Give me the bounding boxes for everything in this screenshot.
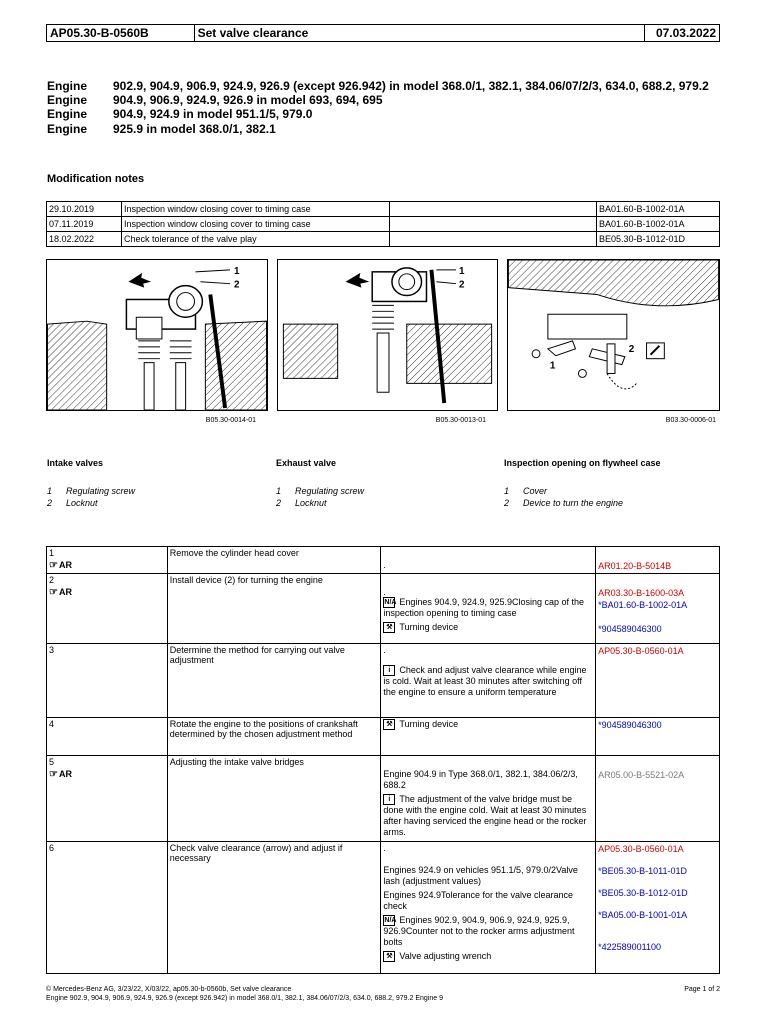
step-text: Determine the method for carrying out valve adjustment bbox=[167, 644, 381, 718]
n-slash-a-icon: N/A bbox=[384, 917, 397, 925]
table-row: 18.02.2022 Check tolerance of the valve play BE05.30-B-1012-01D bbox=[47, 232, 720, 247]
reference-link[interactable]: AR03.30-B-1600-03A bbox=[598, 588, 685, 598]
step-text: Check valve clearance (arrow) and adjust if necessary bbox=[167, 842, 381, 974]
modification-notes-title: Modification notes bbox=[47, 173, 145, 185]
reference-link[interactable]: AR01.20-B-5014B bbox=[598, 561, 672, 571]
step-number: 3 bbox=[49, 645, 55, 655]
legend-item: 2 Locknut bbox=[47, 498, 98, 508]
engine-row: Engine 902.9, 904.9, 906.9, 924.9, 926.9 (except 926.942) in model 368.0/1, 382.1, 384.06/07/2/3, 634.0, 688.2, 979.2 bbox=[47, 79, 709, 93]
table-row: 07.11.2019 Inspection window closing cover to timing case BA01.60-B-1002-01A bbox=[47, 217, 720, 232]
legend-item: 1 Cover bbox=[504, 486, 548, 496]
table-row: 2 ☞AR Install device (2) for turning the engine . N/A Engines 904.9, 924.9, 925.9Closing cap of the inspection opening to timing case ⚒ Turning device AR03.30-B-1600-03A *BA01.60-B-1002-01A *904589046300 bbox=[47, 574, 720, 644]
wrench-icon bbox=[647, 343, 665, 359]
legend-item: 1 Regulating screw bbox=[47, 486, 136, 496]
document-header bbox=[46, 24, 720, 42]
pointing-hand-icon: ☞ bbox=[49, 560, 58, 571]
engine-list bbox=[47, 79, 709, 136]
step-number: 2 bbox=[49, 575, 55, 585]
legend-item: 2 Locknut bbox=[276, 498, 327, 508]
engine-row: Engine 904.9, 924.9 in model 951.1/5, 979.0 bbox=[47, 107, 313, 121]
footer-copyright: © Mercedes-Benz AG, 3/23/22, X/03/22, ap05.30-b-0560b, Set valve clearance bbox=[46, 986, 292, 993]
reference-link[interactable]: AP05.30-B-0560-01A bbox=[598, 844, 684, 854]
callout-2: 2 bbox=[233, 279, 240, 291]
inspection-opening-figure bbox=[507, 259, 720, 411]
pointing-hand-icon: ☞ bbox=[49, 769, 58, 780]
wrench-icon: ⚒ bbox=[383, 622, 395, 633]
exhaust-valve-legend: Exhaust valve 1 Regulating screw 2 Locknut bbox=[276, 458, 496, 509]
modification-notes-table bbox=[46, 201, 720, 247]
callout-1: 1 bbox=[459, 265, 465, 277]
reference-link[interactable]: AP05.30-B-0560-01A bbox=[598, 646, 684, 656]
engine-row: Engine 925.9 in model 368.0/1, 382.1 bbox=[47, 122, 276, 136]
callout-1: 1 bbox=[549, 360, 556, 372]
step-number: 4 bbox=[49, 719, 55, 729]
reference-link[interactable]: *904589046300 bbox=[598, 720, 662, 730]
reference-link[interactable]: AR05.00-B-5521-02A bbox=[598, 770, 685, 780]
work-steps-table bbox=[46, 546, 720, 974]
page-footer bbox=[46, 985, 720, 1003]
inspection-opening-legend: Inspection opening on flywheel case 1 Cover 2 Device to turn the engine bbox=[504, 458, 724, 509]
document-date: 07.03.2022 bbox=[655, 26, 716, 40]
info-icon: i bbox=[383, 665, 395, 676]
table-row: 3 Determine the method for carrying out valve adjustment . i Check and adjust valve clearance while engine is cold. Wait at least 30 minutes after switching off the engine to ensure a uniform temperature AP05.30-B-0560-01A bbox=[47, 644, 720, 718]
callout-2: 2 bbox=[459, 279, 465, 291]
reference-link[interactable]: *904589046300 bbox=[598, 624, 662, 634]
step-number: 6 bbox=[49, 843, 55, 853]
figure-code: B05.30-0013-01 bbox=[435, 417, 486, 424]
page-number: Page 1 of 2 bbox=[684, 986, 720, 993]
footer-applicability: Engine 902.9, 904.9, 906.9, 924.9, 926.9 (except 926.942) in model 368.0/1, 382.1, 384.06/07/2/3, 634.0, 688.2, 979.2 Engine 9 bbox=[46, 995, 443, 1002]
step-number: 5 bbox=[49, 757, 55, 767]
reference-link[interactable]: *BE05.30-B-1011-01D bbox=[598, 866, 687, 876]
legend-item: 1 Regulating screw bbox=[276, 486, 365, 496]
info-icon: i bbox=[383, 794, 395, 805]
step-text: Remove the cylinder head cover bbox=[167, 547, 381, 574]
engine-row: Engine 904.9, 906.9, 924.9, 926.9 in model 693, 694, 695 bbox=[47, 93, 383, 107]
reference-link[interactable]: *BA01.60-B-1002-01A bbox=[598, 600, 688, 610]
exhaust-valve-drawing bbox=[278, 260, 497, 410]
table-row: 29.10.2019 Inspection window closing cover to timing case BA01.60-B-1002-01A bbox=[47, 202, 720, 217]
step-number: 1 bbox=[49, 548, 55, 558]
reference-link[interactable]: *422589001100 bbox=[598, 942, 661, 952]
document-code: AP05.30-B-0560B bbox=[47, 25, 195, 41]
reference-link[interactable]: *BA05.00-B-1001-01A bbox=[598, 910, 688, 920]
table-row: 4 Rotate the engine to the positions of crankshaft determined by the chosen adjustment method ⚒ Turning device *904589046300 bbox=[47, 718, 720, 756]
exhaust-valve-figure bbox=[277, 259, 498, 411]
table-row: 6 Check valve clearance (arrow) and adjust if necessary . Engines 924.9 on vehicles 951.1/5, 979.0/2Valve lash (adjustment values) Engines 924.9Tolerance for the valve clearance check N/A Engines 902.9, 904.9, 906.9, 924.9, 925.9, 926.9Counter not to the rocker arms adjustment bolts ⚒ Valve adjusting wrench AP05.30-B-0560-01A *BE05.30-B-1011-01D *BE05.30-B-1012-01D *BA05.00-B-1001-01A *422589001100 bbox=[47, 842, 720, 974]
wrench-icon: ⚒ bbox=[383, 719, 395, 730]
legend-item: 2 Device to turn the engine bbox=[504, 498, 624, 508]
table-row: 5 ☞AR Adjusting the intake valve bridges Engine 904.9 in Type 368.0/1, 382.1, 384.06/2/3, 688.2 i The adjustment of the valve bridge must be done with the engine cold. Wait at least 30 minutes after having serviced the engine head or the rocker arms. AR05.00-B-5521-02A bbox=[47, 756, 720, 842]
intake-valves-legend: Intake valves 1 Regulating screw 2 Locknut bbox=[47, 458, 267, 509]
document-title: Set valve clearance bbox=[195, 25, 646, 41]
step-text: Install device (2) for turning the engine bbox=[167, 574, 381, 644]
reference-link[interactable]: BA01.60-B-1002-01A bbox=[597, 217, 720, 232]
wrench-icon: ⚒ bbox=[383, 951, 395, 962]
reference-link[interactable]: BE05.30-B-1012-01D bbox=[597, 232, 720, 247]
intake-valve-drawing bbox=[47, 260, 267, 410]
step-text: Adjusting the intake valve bridges bbox=[167, 756, 381, 842]
callout-1: 1 bbox=[233, 265, 240, 277]
callout-2: 2 bbox=[628, 343, 635, 355]
pointing-hand-icon: ☞ bbox=[49, 587, 58, 598]
figure-code: B05.30-0014-01 bbox=[205, 417, 256, 424]
reference-link[interactable]: BA01.60-B-1002-01A bbox=[597, 202, 720, 217]
reference-link[interactable]: *BE05.30-B-1012-01D bbox=[598, 888, 688, 898]
figure-code: B03.30-0006-01 bbox=[665, 417, 716, 424]
table-row: 1 ☞AR Remove the cylinder head cover . AR01.20-B-5014B bbox=[47, 547, 720, 574]
inspection-opening-drawing bbox=[508, 260, 719, 410]
intake-valve-figure bbox=[46, 259, 268, 411]
n-slash-a-icon: N/A bbox=[384, 599, 397, 607]
step-text: Rotate the engine to the positions of crankshaft determined by the chosen adjustment method bbox=[167, 718, 381, 756]
